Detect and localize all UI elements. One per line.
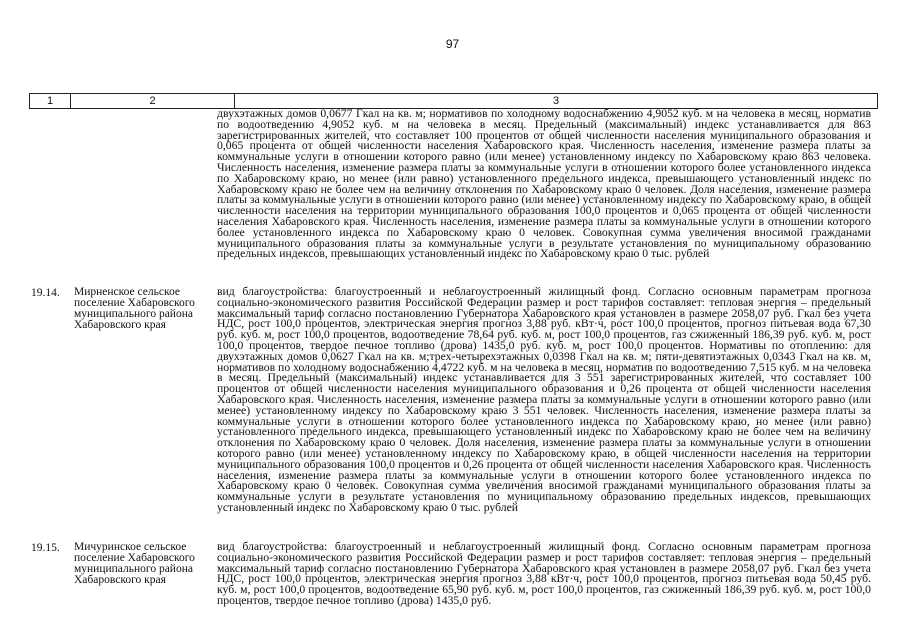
column-header-1: 1 <box>30 94 71 108</box>
row-number: 19.14. <box>31 287 60 299</box>
row-number: 19.15. <box>31 542 60 554</box>
continuation-text: двухэтажных домов 0,0677 Гкал на кв. м; нормативов по холодному водоснабжению 4,9052 куб. м на человека в месяц, норматив по водоотведению 4,9052 куб. м на человека в месяц. Предельный (максимальный) индекс устанавливается для 863 зарегистрированных жителей, что составляет 100 процентов от общей численности населения муниципального образования и 0,065 процента от общей численности населения Хабаровского края. Численность населения, изменение размера платы за коммунальные услуги в отношении которого равно (или менее) установленному индексу по Хабаровскому краю 863 человека. Численность населения, изменение размера платы за коммунальные услуги в отношении которого более установленного индекса по Хабаровскому краю, но менее (или равно) установленного предельного индекса, превышающего установленный индекс по Хабаровскому краю не более чем на величину отклонения по Хабаровскому краю 0 человек. Доля населения, изменение размера платы за коммунальные услуги в отношении которого равно (или менее) установленному индексу по Хабаровскому краю, в общей численности населения на территории муниципального образования 100,0 процентов и 0,065 процента от общей численности населения Хабаровского края. Численность населения, изменение размера платы за коммунальные услуги в отношении которого более установленного индекса по Хабаровскому краю 0 человек. Совокупная сумма увеличения вносимой гражданами муниципального образования платы за коммунальные услуги в результате установления по муниципальному образованию предельных индексов, превышающих установленный индекс по Хабаровскому краю 0 тыс. рублей <box>217 107 871 261</box>
page-number: 97 <box>445 37 460 51</box>
row-text: вид благоустройства: благоустроенный и неблагоустроенный жилищный фонд. Согласно основным параметрам прогноза социально-экономического развития Российской Федерации размер и рост тарифов составляет: тепловая энергия – предельный максимальный тариф согласно постановлению Губернатора Хабаровского края установлен в размере 2058,07 руб. Гкал без учета НДС, рост 100,0 процентов, электрическая энергия прогноз 3,88 руб. кВт·ч, рост 100,0 процентов, прогноз питьевая вода 67,30 руб. куб. м, рост 100,0 процентов, водоотведение 78,64 руб. куб. м, рост 100,0 процентов, газ сжиженный 186,39 руб. куб. м, рост 100,0 процентов, твердое печное топливо (дрова) 1435,0 руб. куб. м, рост 100,0 процентов. Нормативы по отоплению: для двухэтажных домов 0,0627 Гкал на кв. м;трех-четырехэтажных 0,0398 Гкал на кв. м; пяти-девятиэтажных 0,0343 Гкал на кв. м, нормативов по холодному водоснабжению 4,4722 куб. м на человека в месяц, норматив по водоотведению 7,515 куб. м на человека в месяц. Предельный (максимальный) индекс устанавливается для 3 551 зарегистрированных жителей, что составляет 100 процентов от общей численности населения муниципального образования и 0,26 процента от общей численности населения Хабаровского края. Численность населения, изменение размера платы за коммунальные услуги в отношении которого равно (или менее) установленному индексу по Хабаровскому краю 3 551 человек. Численность населения, изменение размера платы за коммунальные услуги в отношении которого более установленного индекса по Хабаровскому краю, но менее (или равно) установленного предельного индекса, превышающего установленный индекс по Хабаровскому краю не более чем на величину отклонения по Хабаровскому краю 0 человек. Доля населения, изменение размера платы за коммунальные услуги в отношении которого равно (или менее) установленному индексу по Хабаровскому краю, в общей численности населения на территории муниципального образования 100,0 процентов и 0,26 процента от общей численности населения Хабаровского края. Численность населения, изменение размера платы за коммунальные услуги в отношении которого более установленного индекса по Хабаровскому краю 0 человек. Совокупная сумма увеличения вносимой гражданами муниципального образования платы за коммунальные услуги в результате установления по муниципальному образованию предельных индексов, превышающих установленный индекс по Хабаровскому краю 0 тыс. рублей <box>217 285 871 514</box>
column-header-2: 2 <box>71 94 235 108</box>
column-header-3: 3 <box>552 95 560 107</box>
settlement-name: Мичуринское сельское поселение Хабаровского муниципального района Хабаровского края <box>74 541 195 586</box>
settlement-name: Мирненское сельское поселение Хабаровского муниципального района Хабаровского края <box>74 286 195 331</box>
row-text: вид благоустройства: благоустроенный и неблагоустроенный жилищный фонд. Согласно основным параметрам прогноза социально-экономического развития Российской Федерации размер и рост тарифов составляет: тепловая энергия – предельный максимальный тариф согласно постановлению Губернатора Хабаровского края установлен в размере 2058,07 руб. Гкал без учета НДС, рост 100,0 процентов, электрическая энергия прогноз 3,88 кВт·ч, рост 100,0 процентов, прогноз питьевая вода 50,45 руб. куб. м, рост 100,0 процентов, водоотведение 65,90 руб. куб. м, рост 100,0 процентов, газ сжиженный 186,39 руб. куб. м, рост 100,0 процентов, твердое печное топливо (дрова) 1435,0 руб. <box>217 540 871 607</box>
